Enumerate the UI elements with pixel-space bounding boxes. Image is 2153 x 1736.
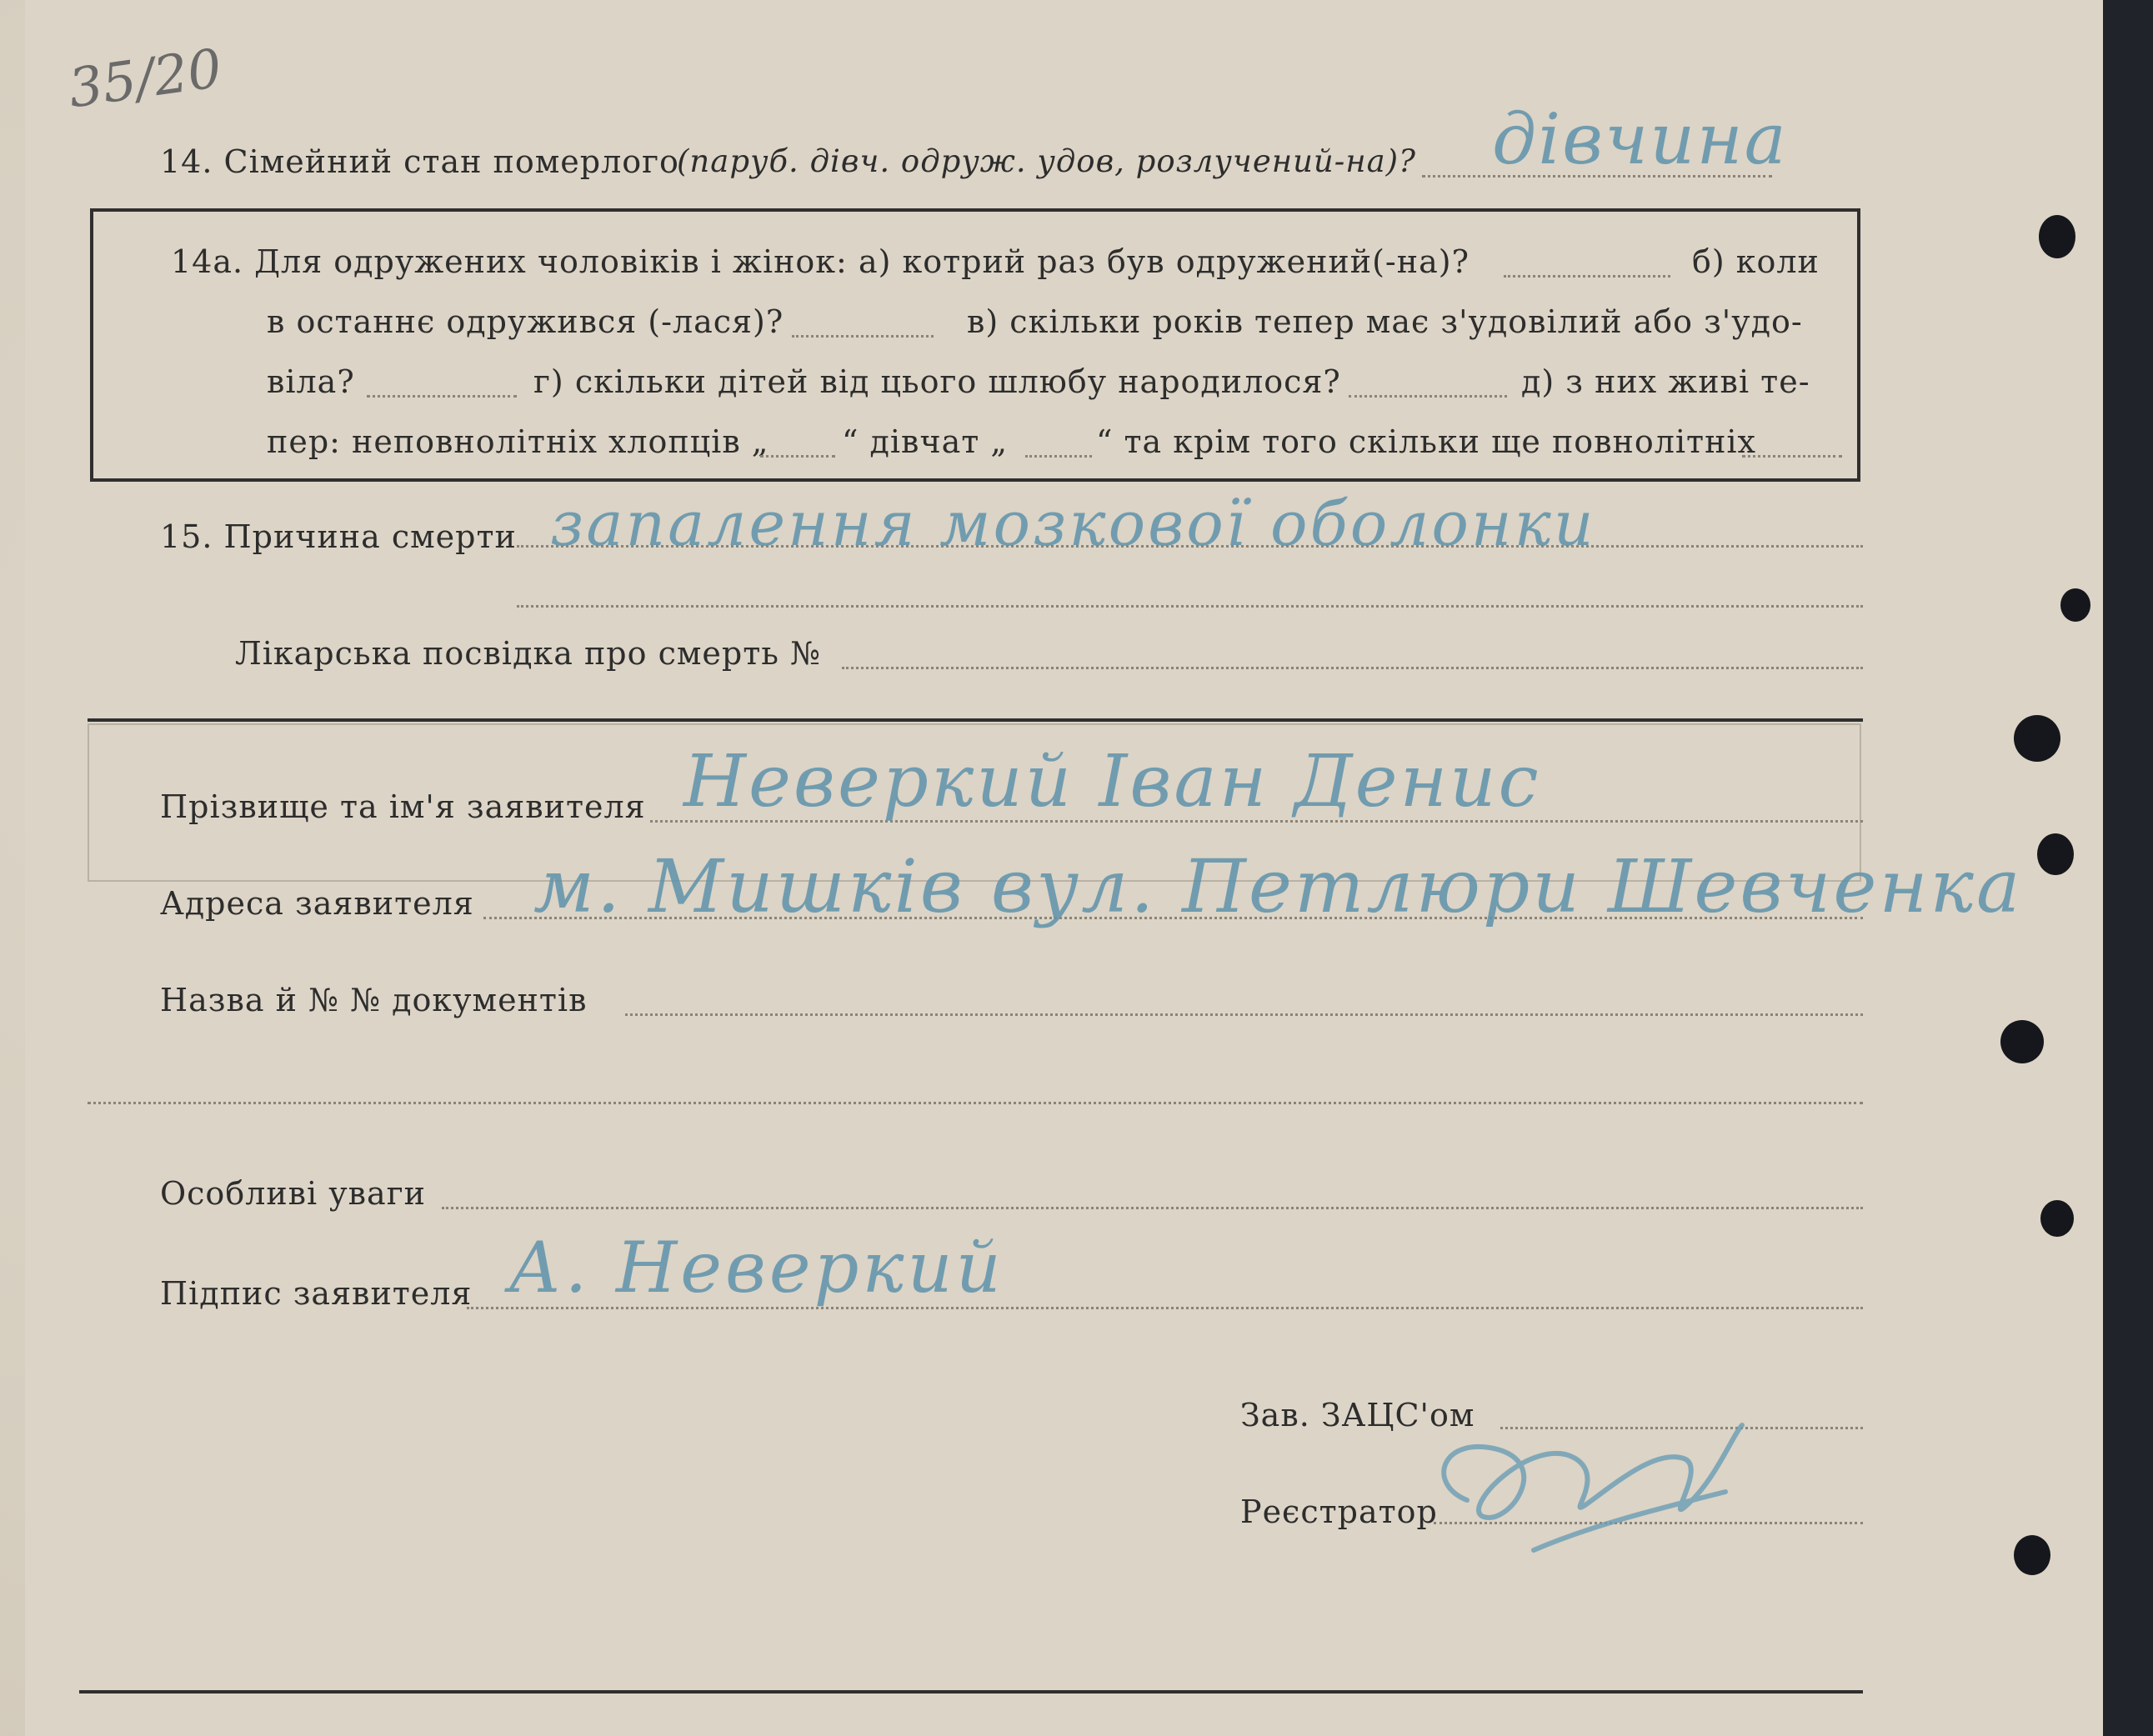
- binder-hole: [2000, 1020, 2044, 1063]
- binder-hole: [2037, 833, 2074, 875]
- pencil-note: 35/20: [64, 38, 226, 121]
- q14a-line1-b: б) коли: [1692, 243, 1820, 280]
- binder-hole: [2014, 1535, 2050, 1575]
- scan-background-edge: [2103, 0, 2153, 1736]
- registrar-signature: [1409, 1400, 1759, 1575]
- signature-label: Підпис заявителя: [160, 1275, 473, 1312]
- q15-answer: запалення мозкової оболонки: [550, 488, 1596, 560]
- q14a-line3-b: г) скільки дітей від цього шлюбу народилося?: [533, 363, 1341, 400]
- q14a-line2-dots: [792, 335, 934, 338]
- q14a-line4-a: пер: неповнолітніх хлопців „: [267, 423, 769, 460]
- section-divider: [88, 718, 1863, 722]
- binder-hole: [2039, 215, 2075, 258]
- q14a-line3-dots-2: [1349, 395, 1507, 398]
- applicant-address-answer: м. Мишків вул. Петлюри Шевченка: [533, 843, 2023, 929]
- q14a-line3-dots-1: [367, 395, 517, 398]
- q14a-line4-dots-2: [1025, 455, 1092, 458]
- q14-label: 14. Сімейний стан померлого: [160, 143, 679, 180]
- q15-label: 15. Причина смерти: [160, 518, 517, 555]
- head-label: Зав. ЗАЦС'ом: [1240, 1397, 1475, 1433]
- applicant-address-label: Адреса заявителя: [160, 885, 474, 922]
- q14a-line1-a: 14а. Для одружених чоловіків і жінок: а) котрий раз був одружений(-на)?: [171, 243, 1470, 280]
- q14a-line4-dots-1: [760, 455, 835, 458]
- applicant-name-answer: Неверкий Іван Денис: [683, 740, 1541, 823]
- documents-line: [625, 1013, 1863, 1016]
- remarks-line: [442, 1207, 1863, 1209]
- applicant-name-label: Прізвище та ім'я заявителя: [160, 788, 646, 825]
- bottom-rule: [79, 1690, 1863, 1693]
- documents-line-2: [88, 1102, 1863, 1104]
- q15-answer-line-2: [517, 605, 1863, 608]
- q14-answer: дівчина: [1492, 98, 1788, 180]
- remarks-label: Особливі уваги: [160, 1175, 426, 1212]
- binder-hole: [2014, 715, 2060, 762]
- q14a-line3-c: д) з них живі те-: [1521, 363, 1810, 400]
- q14a-line1-dots: [1504, 275, 1670, 278]
- q14a-line3-a: віла?: [267, 363, 355, 400]
- binder-hole: [2060, 588, 2090, 622]
- q14a-line2-a: в останнє одружився (-лася)?: [267, 303, 784, 340]
- q14a-line2-b: в) скільки років тепер має з'удовілий або з'удо-: [967, 303, 1803, 340]
- binder-hole: [2040, 1200, 2074, 1237]
- registrar-label: Реєстратор: [1240, 1493, 1438, 1530]
- signature-answer: А. Неверкий: [508, 1227, 1004, 1308]
- certificate-line: [842, 667, 1863, 669]
- documents-label: Назва й № № документів: [160, 982, 588, 1018]
- q14a-line4-b: “ дівчат „: [842, 423, 1009, 460]
- q14a-line4-c: “ та крім того скільки ще повнолітніх: [1096, 423, 1756, 460]
- q14a-line4-dots-3: [1742, 455, 1842, 458]
- certificate-label: Лікарська посвідка про смерть №: [235, 635, 821, 672]
- q14-options: (паруб. дівч. одруж. удов, розлучений-на)?: [677, 143, 1416, 179]
